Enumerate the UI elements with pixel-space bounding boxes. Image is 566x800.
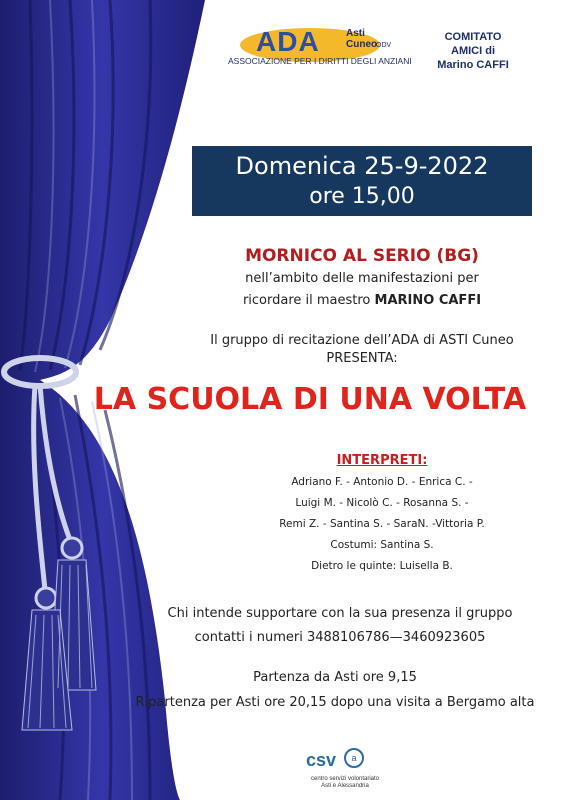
support-line-2: contatti i numeri 3488106786—3460923605: [194, 630, 486, 645]
group-presents: [192, 332, 532, 368]
committee-line-2: AMICI di: [451, 45, 495, 57]
committee-label: [418, 30, 528, 72]
group-line-1: Il gruppo di recitazione dell’ADA di ASTI Cuneo: [210, 333, 514, 348]
event-context-line-2: [192, 290, 532, 312]
ada-logo-association: ASSOCIAZIONE PER I DIRITTI DEGLI ANZIANI: [228, 56, 412, 66]
ada-logo-city: Asti Cuneo: [346, 28, 378, 50]
support-text: [120, 602, 560, 650]
ada-logo-odv: ODV: [376, 42, 392, 49]
cast-heading: INTERPRETI:: [336, 453, 428, 468]
ada-logo: [228, 22, 412, 72]
travel-info: [100, 665, 566, 715]
csv-caption-line-1: centro servizi volontariato: [310, 776, 380, 782]
event-time: ore 15,00: [309, 184, 415, 209]
cast-line: Luigi M. - Nicolò C. - Rosanna S. -: [295, 497, 469, 509]
group-line-2: PRESENTA:: [326, 351, 398, 366]
csv-logo-mark: csv: [306, 750, 337, 770]
committee-line-3: Marino CAFFI: [437, 59, 509, 71]
csv-logo-letter: a: [344, 748, 364, 768]
event-context-prefix: ricordare il maestro: [242, 293, 375, 308]
travel-line-1: Partenza da Asti ore 9,15: [253, 670, 417, 685]
csv-logo: [300, 748, 390, 794]
cast-line: Dietro le quinte: Luisella B.: [311, 560, 453, 572]
event-place: MORNICO AL SERIO (BG): [245, 246, 479, 266]
travel-line-2: Ripartenza per Asti ore 20,15 dopo una visita a Bergamo alta: [135, 695, 535, 710]
event-context: [192, 268, 532, 312]
event-context-line-1: nell’ambito delle manifestazioni per: [245, 271, 479, 286]
show-title: LA SCUOLA DI UNA VOLTA: [93, 382, 527, 417]
cast-list: [232, 472, 532, 577]
date-box: [192, 146, 532, 216]
ada-logo-text: ADA: [256, 26, 320, 57]
csv-caption-line-2: Asti e Alessandria: [321, 783, 369, 789]
csv-logo-caption: [300, 776, 390, 790]
cast-line: Costumi: Santina S.: [330, 539, 434, 551]
cast-line: Remi Z. - Santina S. - SaraN. -Vittoria P.: [279, 518, 485, 530]
event-date: Domenica 25-9-2022: [235, 152, 489, 180]
event-context-name: MARINO CAFFI: [374, 293, 482, 308]
committee-line-1: COMITATO: [444, 31, 502, 43]
cast-line: Adriano F. - Antonio D. - Enrica C. -: [291, 476, 473, 488]
support-line-1: Chi intende supportare con la sua presenza il gruppo: [167, 606, 513, 621]
